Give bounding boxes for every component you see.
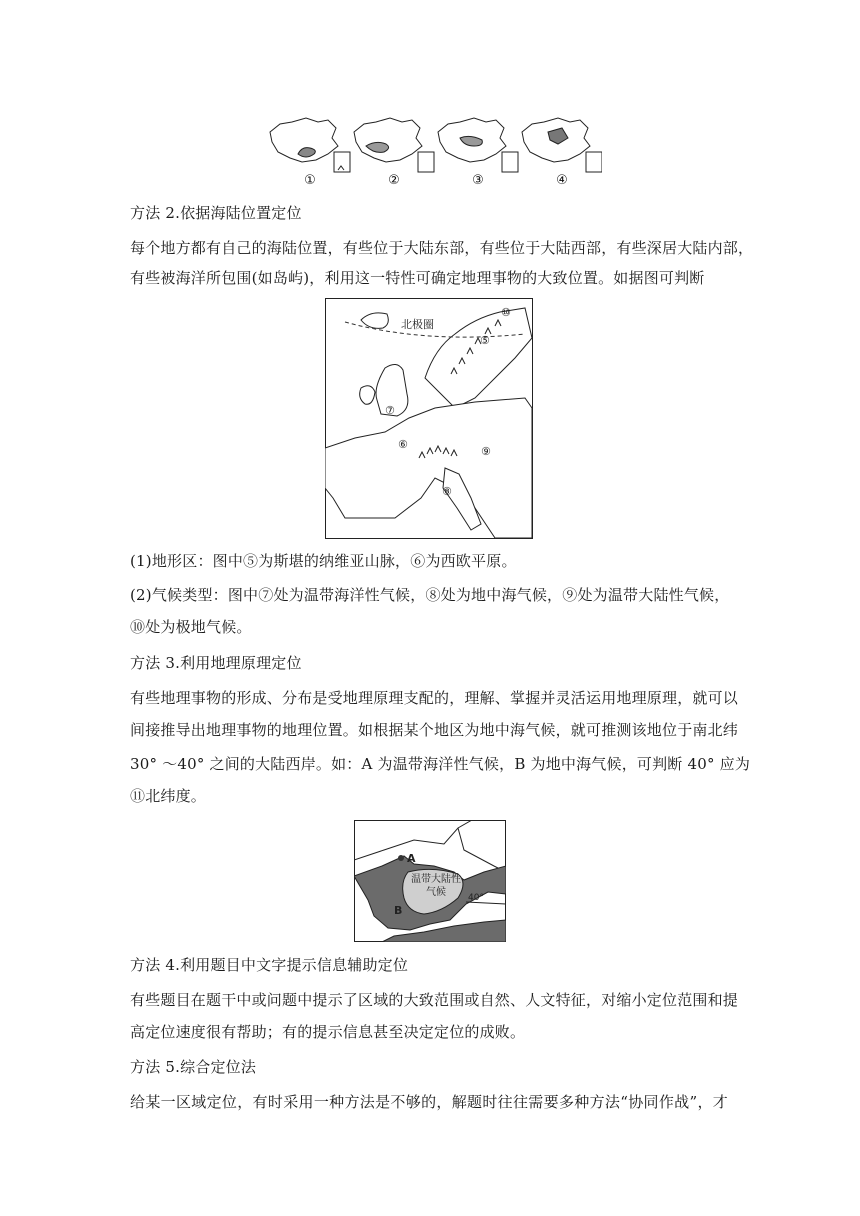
marker-6: ⑥: [398, 438, 408, 451]
point-2-line1: (2)气候类型：图中⑦处为温带海洋性气候，⑧处为地中海气候，⑨处为温带大陆性气候，: [130, 586, 730, 604]
figure-label-2: ②: [388, 173, 400, 188]
europe-map: [325, 298, 533, 539]
method4-line1: 有些题目在题干中或问题中提示了区域的大致范围或自然、人文特征，对缩小定位范围和提: [130, 991, 739, 1009]
method3-heading: 方法 3.利用地理原理定位: [130, 654, 302, 672]
point-1: (1)地形区：图中⑤为斯堪的纳维亚山脉，⑥为西欧平原。: [130, 552, 517, 570]
latitude-label: 40°: [468, 893, 484, 903]
point-a-dot: [398, 855, 404, 861]
china-map-3: [438, 118, 518, 172]
method3-line1: 有些地理事物的形成、分布是受地理原理支配的，理解、掌握并灵活运用地理原理，就可以: [130, 689, 739, 707]
iberia-climate-map: [354, 820, 506, 942]
figure-label-4: ④: [556, 173, 568, 188]
method4-heading: 方法 4.利用题目中文字提示信息辅助定位: [130, 956, 409, 974]
china-map-2: [354, 118, 434, 172]
marker-8: ⑧: [442, 485, 452, 498]
method3-line3: 30° ～40° 之间的大陆西岸。如：A 为温带海洋性气候，B 为地中海气候，可判断 40° 应为: [130, 755, 751, 773]
method3-line2: 间接推导出地理事物的地理位置。如根据某个地区为地中海气候，就可推测该地位于南北纬: [130, 721, 739, 739]
label-a: A: [407, 852, 416, 865]
china-map-1: [270, 118, 350, 172]
continental-label-line2: 气候: [426, 887, 446, 898]
china-map-4: [522, 118, 602, 172]
point-2-line2: ⑩处为极地气候。: [130, 618, 252, 636]
method2-paragraph-line2: 有些被海洋所包围(如岛屿)，利用这一特性可确定地理事物的大致位置。如据图可判断: [130, 269, 705, 287]
method5-heading: 方法 5.综合定位法: [130, 1058, 257, 1076]
arctic-circle-label: 北极圈: [401, 318, 434, 331]
method4-line2: 高定位速度很有帮助；有的提示信息甚至决定定位的成败。: [130, 1023, 526, 1041]
method3-line4: ⑪北纬度。: [130, 787, 207, 805]
method5-line1: 给某一区域定位，有时采用一种方法是不够的，解题时往往需要多种方法“协同作战”，才: [130, 1093, 728, 1111]
marker-5: ⑤: [480, 334, 490, 347]
marker-9: ⑨: [481, 445, 491, 458]
figure-label-1: ①: [304, 173, 316, 188]
method2-heading: 方法 2.依据海陆位置定位: [130, 204, 302, 222]
figure-label-3: ③: [472, 173, 484, 188]
china-maps-figure: [262, 110, 602, 188]
method2-paragraph-line1: 每个地方都有自己的海陆位置，有些位于大陆东部，有些位于大陆西部，有些深居大陆内部，: [130, 239, 754, 257]
marker-10: ⑩: [501, 306, 511, 319]
label-b: B: [394, 904, 403, 917]
marker-7: ⑦: [385, 404, 395, 417]
continental-label-line1: 温带大陆性: [411, 874, 461, 885]
